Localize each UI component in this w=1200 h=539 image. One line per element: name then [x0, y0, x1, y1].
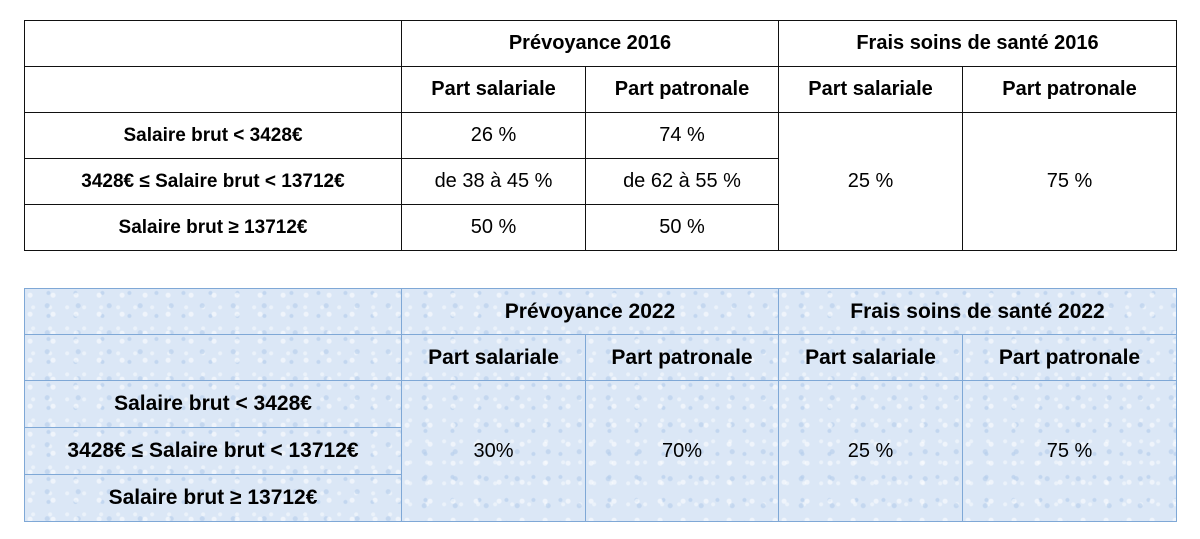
- header-frais-sante: Frais soins de santé 2016: [779, 21, 1177, 67]
- prevoyance-part-salariale: 30%: [402, 381, 586, 522]
- row-label: Salaire brut ≥ 13712€: [25, 475, 402, 522]
- header-prevoyance: Prévoyance 2016: [402, 21, 779, 67]
- subheader-part-salariale: Part salariale: [402, 335, 586, 381]
- table-header-row: [25, 289, 1177, 335]
- subheader-part-salariale: Part salariale: [779, 335, 963, 381]
- table-subheader-row: [25, 67, 1177, 113]
- header-frais-sante: Frais soins de santé 2022: [779, 289, 1177, 335]
- subheader-part-patronale: Part patronale: [586, 67, 779, 113]
- table-header-row: [25, 21, 1177, 67]
- empty-subheader-cell: [25, 67, 402, 113]
- subheader-part-patronale: Part patronale: [963, 335, 1177, 381]
- sante-part-patronale: 75 %: [963, 381, 1177, 522]
- subheader-part-salariale: Part salariale: [402, 67, 586, 113]
- table-row: [25, 113, 1177, 159]
- prevoyance-part-patronale: 74 %: [586, 113, 779, 159]
- prevoyance-part-salariale: 50 %: [402, 205, 586, 251]
- empty-subheader-cell: [25, 335, 402, 381]
- header-prevoyance: Prévoyance 2022: [402, 289, 779, 335]
- sante-part-patronale: 75 %: [963, 113, 1177, 251]
- contribution-table-2016: [24, 20, 1177, 251]
- sante-part-salariale: 25 %: [779, 381, 963, 522]
- sante-part-salariale: 25 %: [779, 113, 963, 251]
- subheader-part-patronale: Part patronale: [963, 67, 1177, 113]
- prevoyance-part-salariale: 26 %: [402, 113, 586, 159]
- table-subheader-row: [25, 335, 1177, 381]
- empty-header-cell: [25, 289, 402, 335]
- row-label: Salaire brut < 3428€: [25, 381, 402, 428]
- prevoyance-part-patronale: 50 %: [586, 205, 779, 251]
- prevoyance-part-salariale: de 38 à 45 %: [402, 159, 586, 205]
- prevoyance-part-patronale: de 62 à 55 %: [586, 159, 779, 205]
- empty-header-cell: [25, 21, 402, 67]
- subheader-part-patronale: Part patronale: [586, 335, 779, 381]
- row-label: Salaire brut < 3428€: [25, 113, 402, 159]
- subheader-part-salariale: Part salariale: [779, 67, 963, 113]
- prevoyance-part-patronale: 70%: [586, 381, 779, 522]
- contribution-table-2022: [24, 288, 1177, 522]
- row-label: 3428€ ≤ Salaire brut < 13712€: [25, 159, 402, 205]
- row-label: 3428€ ≤ Salaire brut < 13712€: [25, 428, 402, 475]
- row-label: Salaire brut ≥ 13712€: [25, 205, 402, 251]
- table-row: [25, 381, 1177, 428]
